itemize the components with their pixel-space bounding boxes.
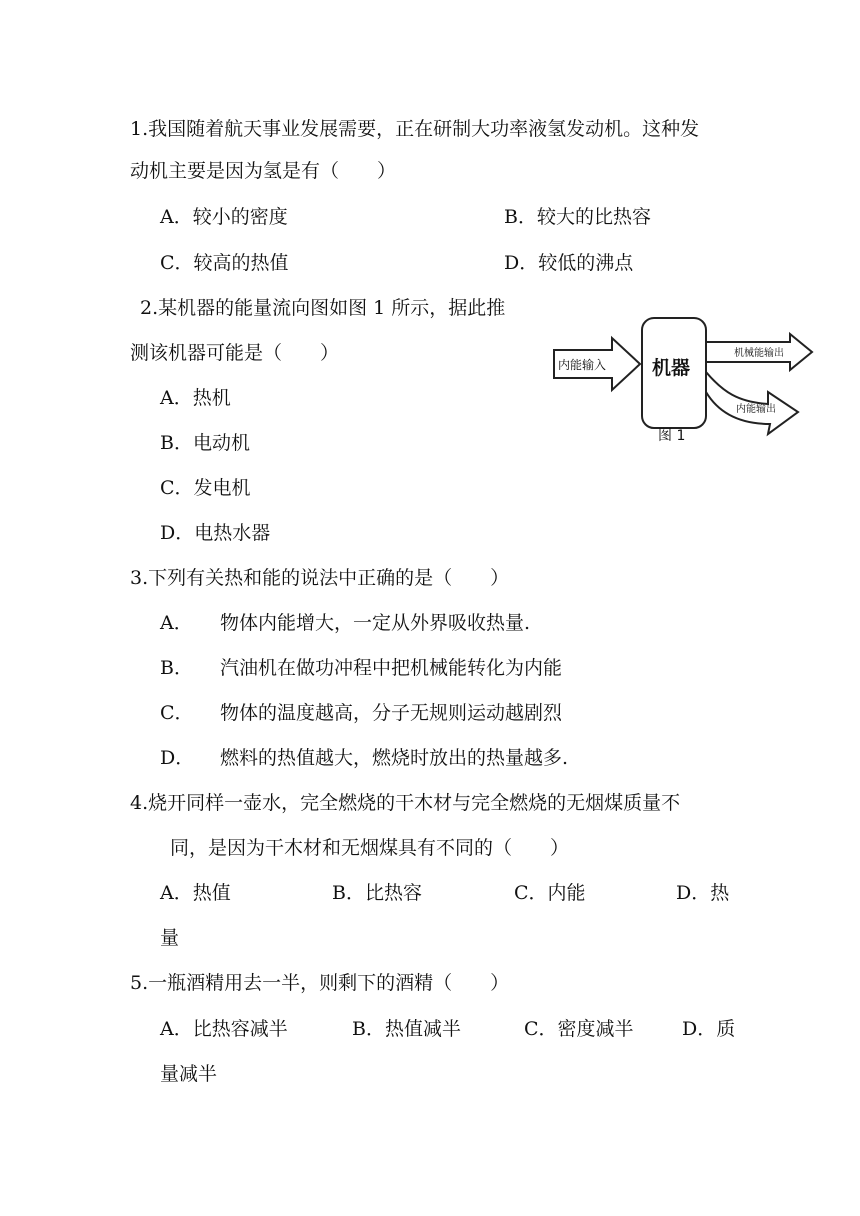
q3-option-b-text: 汽油机在做功冲程中把机械能转化为内能: [220, 657, 563, 679]
q2-option-b: B．电动机: [160, 432, 250, 454]
q3-option-d-label: D．: [160, 747, 195, 769]
q3-option-c-label: C．: [160, 702, 194, 724]
output-bottom-arrow: [706, 372, 798, 434]
q1-option-c: C．较高的热值: [160, 252, 289, 274]
q5-option-a: A．比热容减半: [160, 1018, 288, 1040]
machine-label: 机器: [652, 357, 691, 379]
q2-option-c: C．发电机: [160, 477, 251, 499]
energy-flow-figure: [548, 312, 818, 444]
q2-stem-line-1: 2.某机器的能量流向图如图 1 所示，据此推: [140, 297, 506, 319]
q4-option-d-wrap: 量: [160, 927, 180, 949]
output-bottom-label: 内能输出: [736, 404, 776, 415]
q4-stem-line-1: 4.烧开同样一壶水，完全燃烧的干木材与完全燃烧的无烟煤质量不: [130, 792, 681, 814]
q1-option-b: B．较大的比热容: [504, 206, 651, 228]
q4-option-a: A．热值: [160, 882, 231, 904]
q1-option-a: A．较小的密度: [160, 206, 288, 228]
input-label: 内能输入: [558, 358, 607, 372]
q4-option-c: C．内能: [514, 882, 586, 904]
q5-stem: 5.一瓶酒精用去一半，则剩下的酒精（ ）: [130, 972, 510, 994]
q4-stem-line-2: 同，是因为干木材和无烟煤具有不同的（ ）: [170, 837, 570, 859]
q2-option-d: D．电热水器: [160, 522, 271, 544]
q5-option-b: B．热值减半: [352, 1018, 461, 1040]
q3-option-a-text: 物体内能增大，一定从外界吸收热量.: [220, 612, 531, 634]
q2-option-a: A．热机: [160, 387, 231, 409]
q4-option-b: B．比热容: [332, 882, 422, 904]
figure-caption: 图 1: [658, 428, 686, 444]
q3-option-b-label: B．: [160, 657, 193, 679]
q5-option-c: C．密度减半: [524, 1018, 634, 1040]
q5-option-d: D．质: [682, 1018, 736, 1040]
q3-option-a-label: A．: [160, 612, 193, 634]
q1-option-d: D．较低的沸点: [504, 252, 634, 274]
q1-stem-line-1: 1.我国随着航天事业发展需要，正在研制大功率液氢发动机。这种发: [130, 118, 700, 140]
q3-option-d-text: 燃料的热值越大，燃烧时放出的热量越多.: [220, 747, 569, 769]
q5-option-d-wrap: 量减半: [160, 1063, 218, 1085]
output-top-label: 机械能输出: [734, 348, 784, 359]
q2-stem-line-2: 测该机器可能是（ ）: [130, 342, 340, 364]
q3-option-c-text: 物体的温度越高，分子无规则运动越剧烈: [220, 702, 563, 724]
q4-option-d: D．热: [676, 882, 730, 904]
q1-stem-line-2: 动机主要是因为氢是有（ ）: [130, 160, 397, 182]
q3-stem: 3.下列有关热和能的说法中正确的是（ ）: [130, 567, 510, 589]
